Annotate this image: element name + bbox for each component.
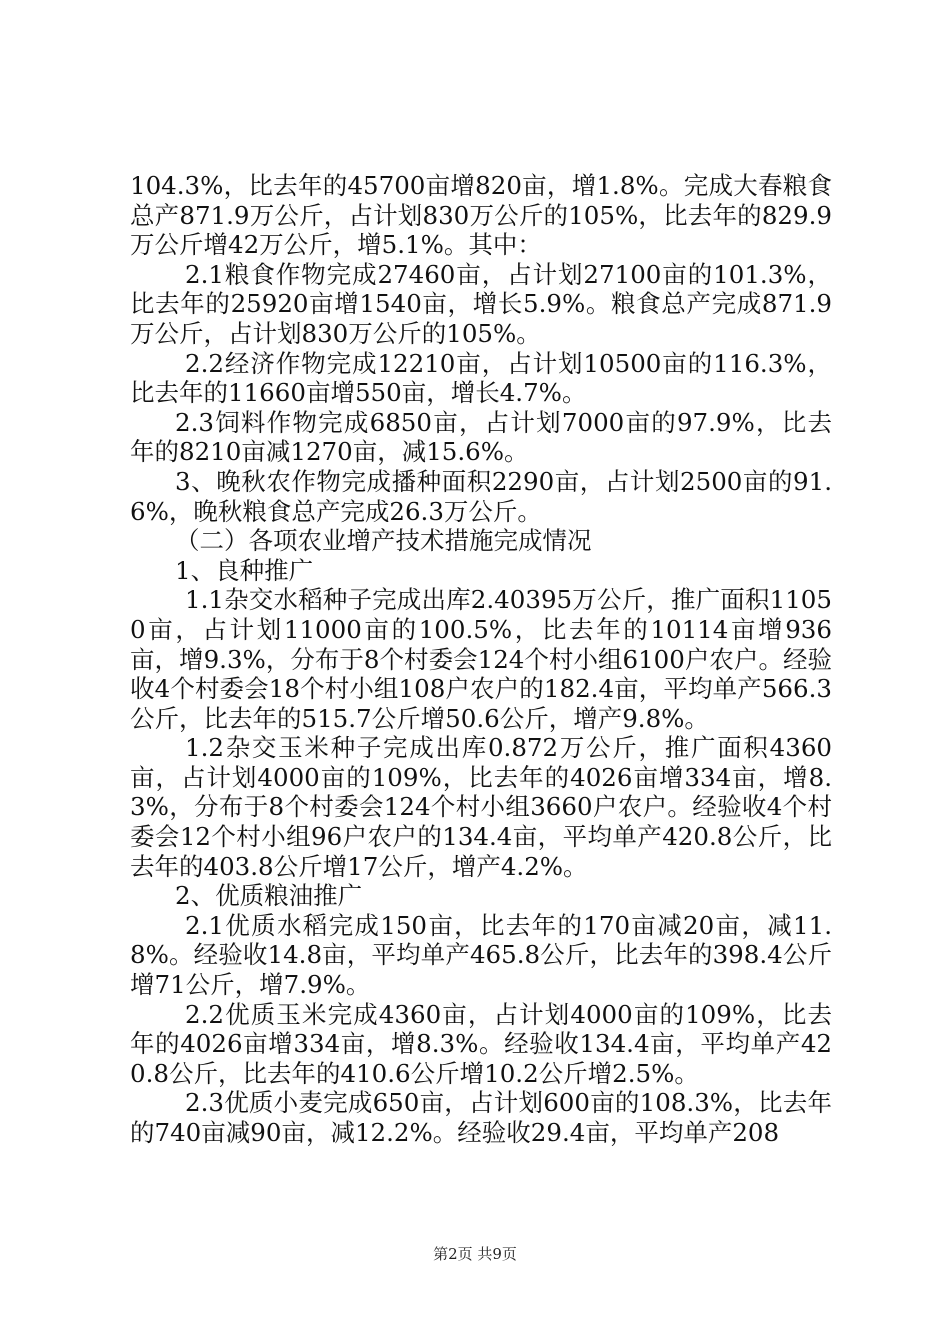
paragraph-summary-continued: 104.3%，比去年的45700亩增820亩，增1.8%。完成大春粮食总产871.9万公斤，占计划830万公斤的105%，比去年的829.9万公斤增42万公斤，增5.1%。其中： — [130, 171, 832, 260]
paragraph-late-autumn-crops: 3、晚秋农作物完成播种面积2290亩，占计划2500亩的91.6%，晚秋粮食总产完成26.3万公斤。 — [130, 466, 832, 526]
document-body — [130, 171, 832, 1148]
paragraph-quality-corn: 2.2优质玉米完成4360亩，占计划4000亩的109%，比去年的4026亩增334亩，增8.3%。经验收134.4亩，平均单产420.8公斤，比去年的410.6公斤增10.2公斤增2.5%。 — [130, 999, 832, 1088]
paragraph-hybrid-corn: 1.2杂交玉米种子完成出库0.872万公斤，推广面积4360亩，占计划4000亩的109%，比去年的4026亩增334亩，增8.3%，分布于8个村委会124个村小组3660户农户。经验收4个村委会12个村小组96户农户的134.4亩，平均单产420.8公斤，比去年的403.8公斤增17公斤，增产4.2%。 — [130, 733, 832, 881]
paragraph-quality-wheat: 2.3优质小麦完成650亩，占计划600亩的108.3%，比去年的740亩减90亩，减12.2%。经验收29.4亩，平均单产208 — [130, 1088, 832, 1147]
paragraph-quality-rice: 2.1优质水稻完成150亩，比去年的170亩减20亩，减11.8%。经验收14.8亩，平均单产465.8公斤，比去年的398.4公斤增71公斤，增7.9%。 — [130, 910, 832, 1000]
subheading-seed-promotion: 1、良种推广 — [175, 555, 314, 585]
paragraph-feed-crops: 2.3饲料作物完成6850亩，占计划7000亩的97.9%，比去年的8210亩减1270亩，减15.6%。 — [130, 407, 832, 467]
section-heading-techniques: （二）各项农业增产技术措施完成情况 — [175, 526, 592, 556]
paragraph-hybrid-rice: 1.1杂交水稻种子完成出库2.40395万公斤，推广面积11050亩，占计划11000亩的100.5%，比去年的10114亩增936亩，增9.3%，分布于8个村委会124个村小组6100户农户。经验收4个村委会18个村小组108户农户的182.4亩，平均单产566.3公斤，比去年的515.7公斤增50.6公斤，增产9.8%。 — [130, 585, 832, 733]
paragraph-economic-crops: 2.2经济作物完成12210亩，占计划10500亩的116.3%，比去年的11660亩增550亩，增长4.7%。 — [130, 348, 832, 408]
page-number-footer: 第2页 共9页 — [433, 1245, 517, 1263]
paragraph-grain-crops: 2.1粮食作物完成27460亩，占计划27100亩的101.3%，比去年的25920亩增1540亩，增长5.9%。粮食总产完成871.9万公斤，占计划830万公斤的105%。 — [130, 259, 832, 348]
subheading-quality-grain: 2、优质粮油推广 — [175, 881, 363, 911]
